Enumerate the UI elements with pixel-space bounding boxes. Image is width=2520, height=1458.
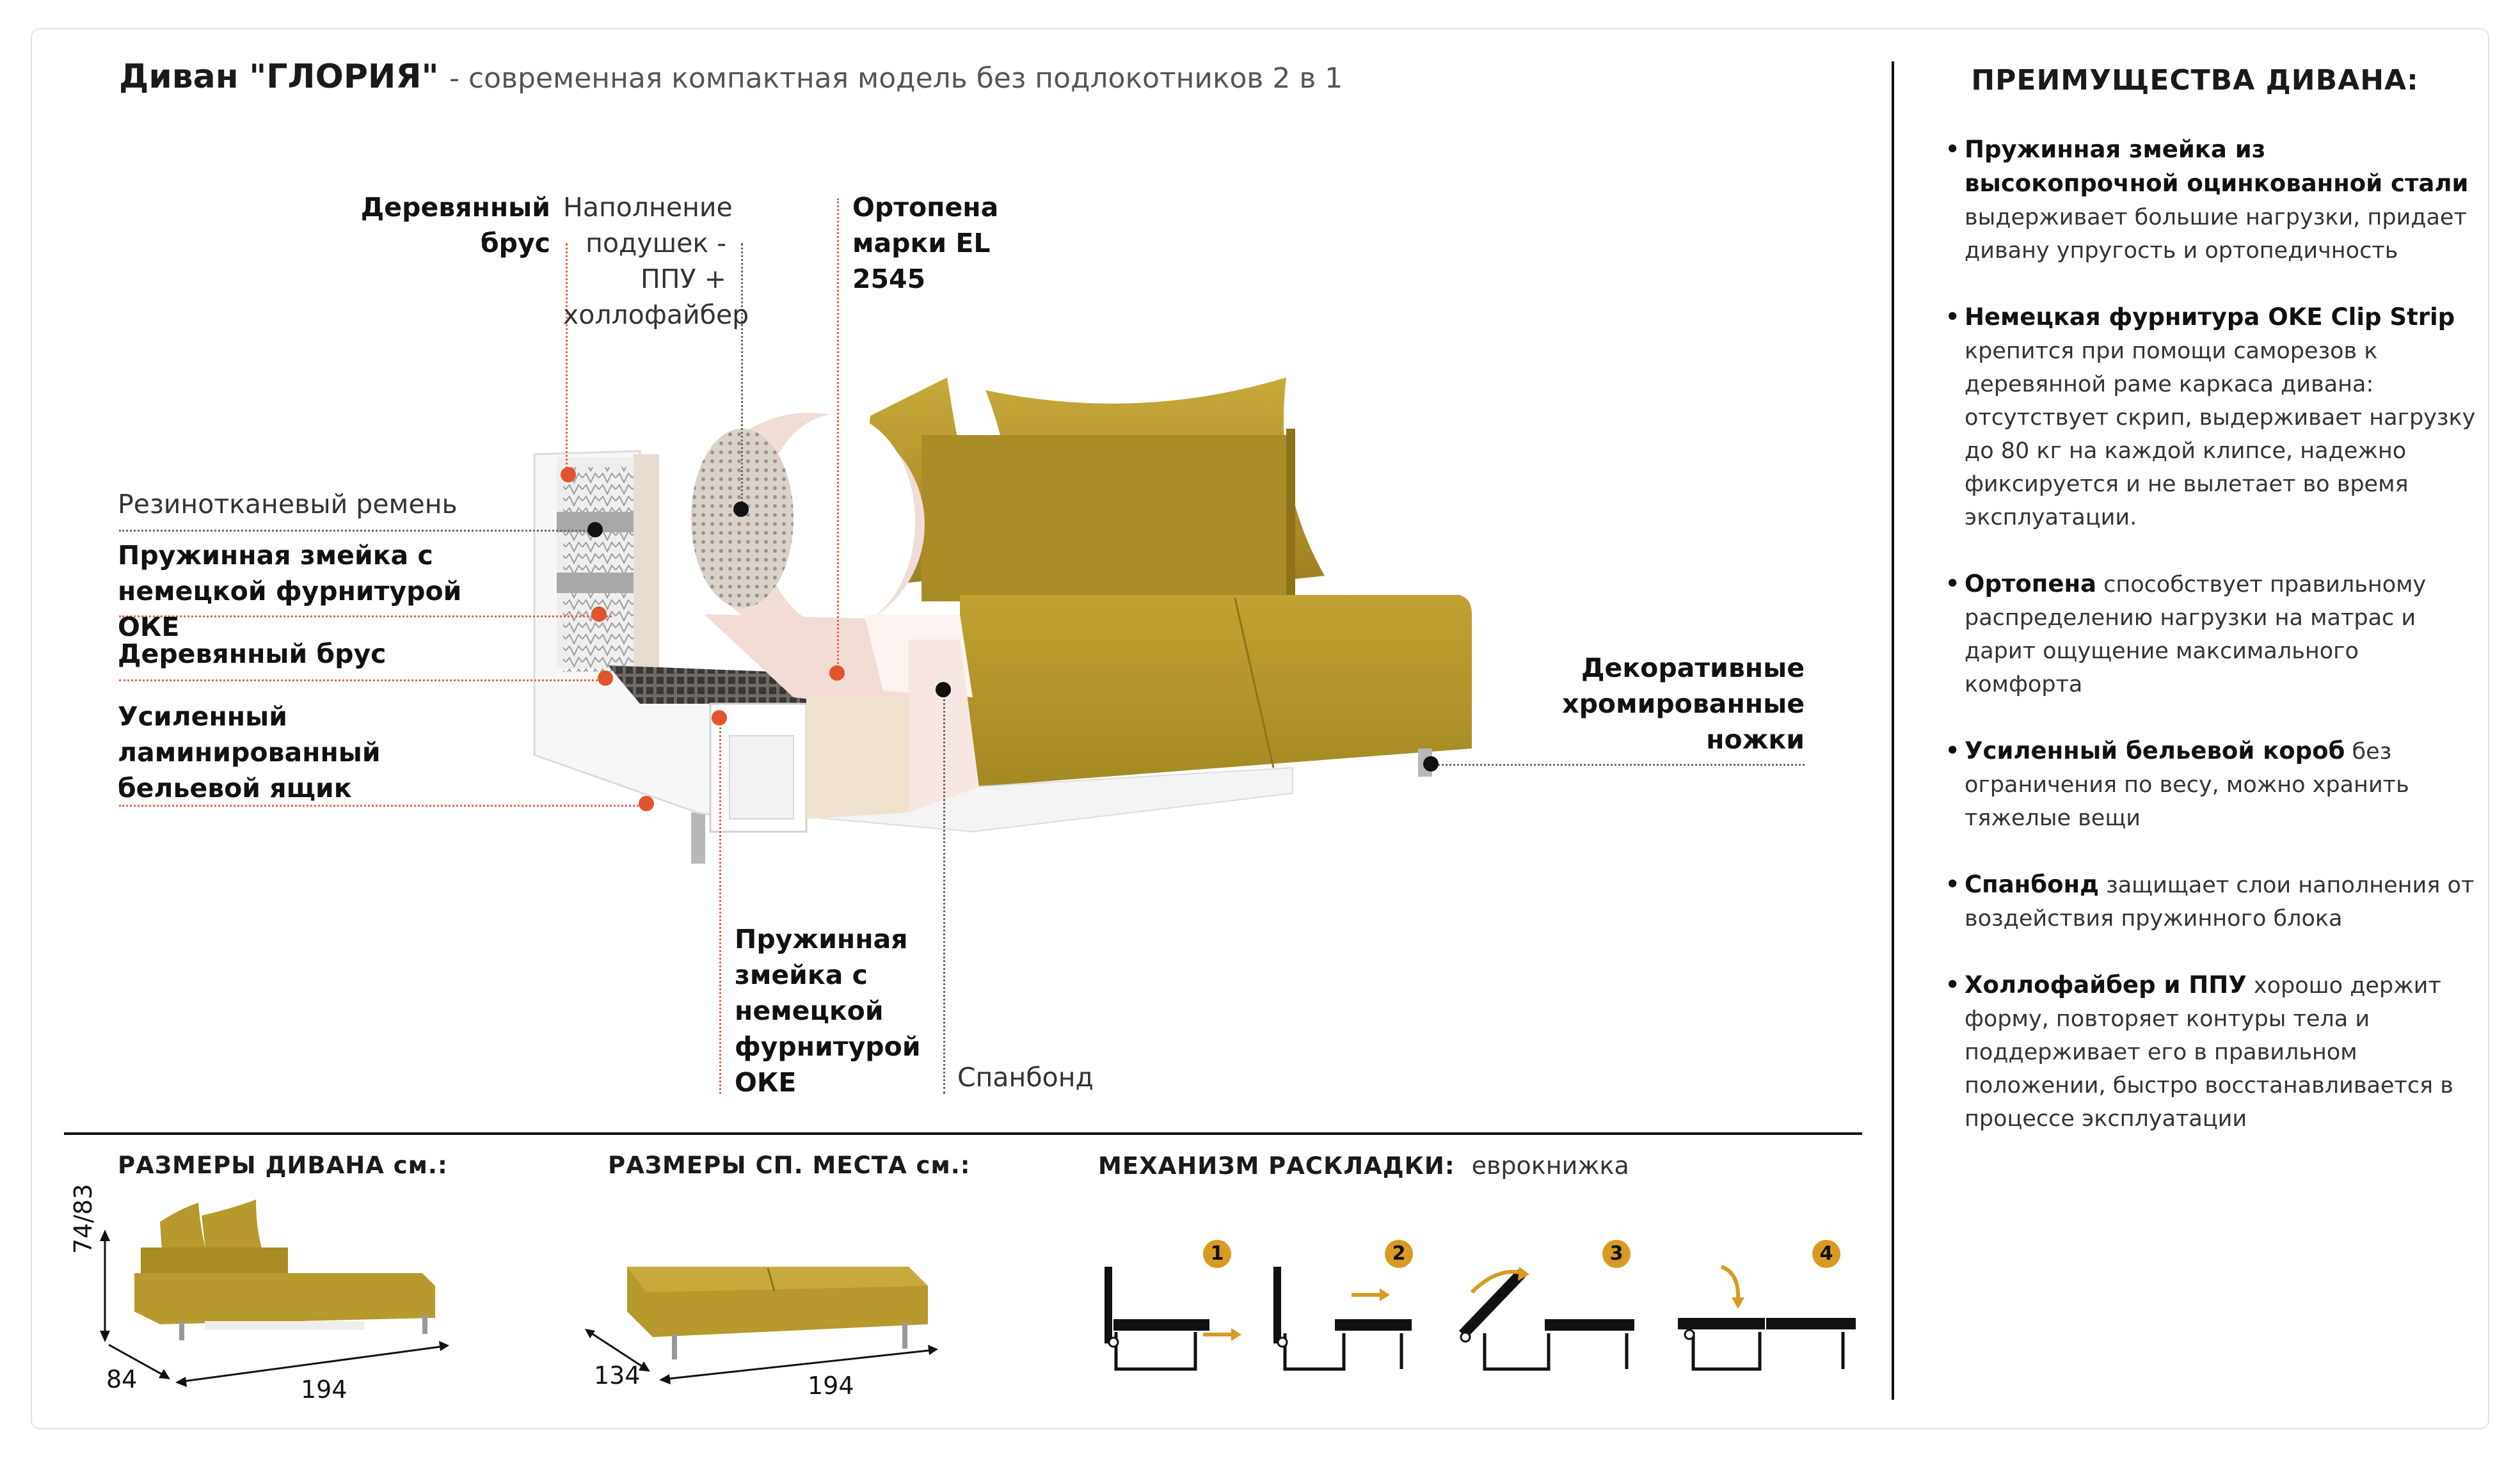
benefit-heading: Спанбонд	[1965, 871, 2099, 898]
callout-line-ortho	[837, 198, 839, 672]
callout-line-spanbond	[943, 691, 945, 1094]
seat-layer-foam	[806, 697, 909, 819]
step-badge-3: 3	[1602, 1240, 1631, 1268]
step-badge-1: 1	[1203, 1240, 1231, 1268]
label-belt: Резинотканевый ремень	[118, 489, 458, 519]
backrest	[921, 435, 1286, 601]
mechanism-step-2	[1273, 1267, 1412, 1369]
bed-width-value: 194	[808, 1372, 854, 1400]
benefit-item	[1945, 133, 2483, 267]
label-legs: Декоративные хромированные ножки	[1562, 653, 1805, 755]
benefits-list	[1945, 133, 2483, 1169]
mechanism-title	[1098, 1152, 1629, 1180]
title-subtitle: - современная компактная модель без подлокотников 2 в 1	[449, 62, 1343, 95]
sofa-seat	[960, 595, 1472, 787]
benefit-item	[1945, 969, 2483, 1136]
benefit-item	[1945, 301, 2483, 534]
callout-dot-wood-beam-top	[561, 467, 576, 482]
benefit-heading: Пружинная змейка из высокопрочной оцинкованной стали	[1965, 136, 2469, 197]
callout-line-legs	[1431, 764, 1805, 766]
callout-dot-spring-left	[591, 606, 607, 622]
benefit-text: без ограничения по весу, можно хранить тяжелые вещи	[1965, 739, 2409, 831]
callout-dot-spanbond	[936, 682, 951, 697]
callout-dot-wood-beam-left	[598, 670, 613, 686]
benefit-item	[1945, 868, 2483, 935]
callout-line-spring-bottom	[719, 717, 721, 1094]
callout-dot-spring-bottom	[712, 710, 727, 725]
callout-dot-filling	[733, 502, 749, 517]
step-badge-4: 4	[1812, 1240, 1840, 1268]
benefit-text: хорошо держит форму, повторяет контуры тела и поддерживает его в правильном положении, быстро восстанавливается в процессе эксплуатации	[1965, 973, 2453, 1132]
mechanism-label: МЕХАНИЗМ РАСКЛАДКИ:	[1098, 1152, 1455, 1180]
label-spring-left: Пружинная змейка с немецкой фурнитурой ОКЕ	[118, 540, 462, 642]
title-word: Диван	[119, 58, 239, 96]
label-ortho: Ортопена марки EL 2545	[852, 192, 999, 294]
benefits-title: ПРЕИМУЩЕСТВА ДИВАНА:	[1971, 64, 2419, 97]
benefit-text: способствует правильному распределению нагрузки на матрас и дарит ощущение максимального комфорта	[1965, 572, 2427, 697]
benefit-item	[1945, 567, 2483, 701]
sofa-width-value: 194	[301, 1375, 347, 1404]
callout-dot-legs	[1423, 756, 1439, 772]
label-filling: Наполнение подушек - ППУ + холлофайбер	[563, 192, 749, 330]
benefit-heading: Немецкая фурнитура OKE Clip Strip	[1965, 303, 2455, 331]
vertical-divider	[1892, 61, 1894, 1400]
title-model-name: "ГЛОРИЯ"	[249, 58, 439, 96]
sofa-height-value: 74/83	[69, 1184, 97, 1254]
label-wood-beam-top: Деревянный брус	[360, 192, 550, 258]
benefit-text: выдерживает большие нагрузки, придает дивану упругость и ортопедичность	[1965, 205, 2467, 264]
benefit-item	[1945, 734, 2483, 835]
bed-dimensions-title: РАЗМЕРЫ СП. МЕСТА см.:	[608, 1152, 971, 1179]
sofa-depth-value: 84	[106, 1365, 138, 1393]
label-spring-bottom: Пружинная змейка с немецкой фурнитурой ОКЕ	[735, 924, 921, 1098]
benefit-heading: Холлофайбер и ППУ	[1965, 971, 2247, 999]
label-wood-beam-left: Деревянный брус	[118, 638, 387, 669]
mechanism-name: еврокнижка	[1471, 1152, 1629, 1180]
horizontal-divider	[64, 1132, 1862, 1135]
benefit-text: крепится при помощи саморезов к деревянной раме каркаса дивана: отсутствует скрип, выдерживает нагрузку до 80 кг на каждой клипсе, надежно фиксируется и не вылетает во время эксплуатации.	[1965, 338, 2476, 530]
sofa-dimensions-title: РАЗМЕРЫ ДИВАНА см.:	[118, 1152, 448, 1179]
bed-depth-value: 134	[594, 1361, 641, 1390]
benefit-heading: Ортопена	[1965, 570, 2096, 598]
mechanism-step-3	[1459, 1267, 1634, 1369]
step-badge-2: 2	[1385, 1240, 1413, 1268]
callout-dot-ortho	[829, 665, 845, 681]
callout-dot-box	[639, 796, 654, 811]
benefit-heading: Усиленный бельевой короб	[1965, 737, 2345, 765]
leg-left	[691, 812, 705, 864]
callout-line-wood-beam-left	[119, 679, 605, 681]
mechanism-step-1	[1104, 1267, 1241, 1369]
callout-line-belt	[119, 530, 593, 532]
callout-dot-belt	[587, 522, 603, 537]
label-box: Усиленный ламинированный бельевой ящик	[118, 701, 381, 804]
mechanism-step-4	[1678, 1267, 1856, 1369]
benefit-text: защищает слои наполнения от воздействия пружинного блока	[1965, 873, 2475, 931]
label-spanbond: Спанбонд	[957, 1062, 1094, 1093]
callout-line-filling	[741, 243, 743, 512]
